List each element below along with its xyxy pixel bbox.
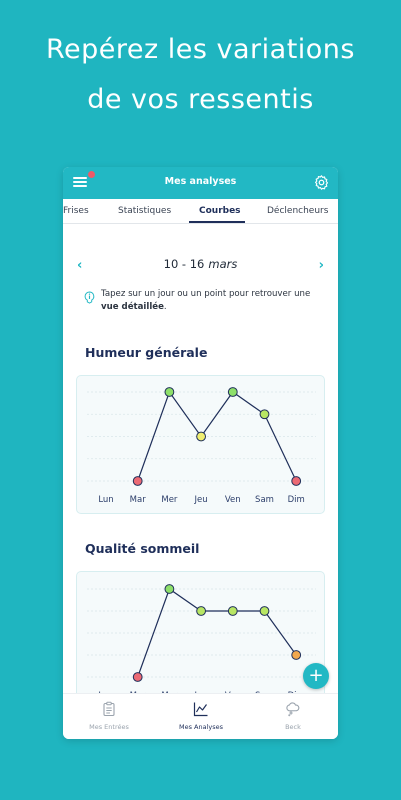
phone-screen xyxy=(63,167,338,739)
tab-bar xyxy=(63,199,338,224)
headline-line-1: Repérez les variations xyxy=(45,34,355,65)
x-tick-label[interactable]: Mer xyxy=(161,495,178,505)
tab-frises[interactable]: Frises xyxy=(63,206,89,216)
data-point-ven[interactable] xyxy=(228,388,237,397)
data-point-sam[interactable] xyxy=(260,410,269,419)
humeur-chart[interactable] xyxy=(77,376,325,514)
week-range-month: mars xyxy=(208,257,238,271)
chevron-right-icon[interactable]: › xyxy=(318,258,324,273)
thought-bubble-icon xyxy=(285,701,301,717)
week-range xyxy=(63,257,338,271)
info-hint-suffix: . xyxy=(163,301,167,312)
chart-line-icon xyxy=(193,701,209,717)
bottom-nav xyxy=(63,693,338,739)
chart-card-humeur[interactable] xyxy=(76,375,325,514)
data-point-dim[interactable] xyxy=(292,651,301,660)
nav-label: Mes Entrées xyxy=(89,723,129,731)
chart-title-sommeil: Qualité sommeil xyxy=(85,541,200,556)
data-point-mer[interactable] xyxy=(165,585,174,594)
data-point-mer[interactable] xyxy=(165,388,174,397)
nav-mes-entrees[interactable] xyxy=(63,694,155,739)
app-bar xyxy=(63,167,338,199)
data-point-sam[interactable] xyxy=(260,607,269,616)
x-tick-label[interactable]: Lun xyxy=(98,495,114,505)
x-tick-label[interactable]: Dim xyxy=(287,495,305,505)
week-range-days: 10 - 16 xyxy=(163,257,205,271)
nav-mes-analyses[interactable] xyxy=(155,694,247,739)
x-tick-label[interactable]: Mar xyxy=(129,495,146,505)
gear-icon[interactable] xyxy=(313,174,330,191)
tab-statistiques[interactable]: Statistiques xyxy=(118,206,172,216)
data-point-mar[interactable] xyxy=(133,673,142,682)
data-point-mar[interactable] xyxy=(133,477,142,486)
chart-title-humeur: Humeur générale xyxy=(85,345,208,360)
nav-label: Beck xyxy=(285,723,301,731)
info-hint-bold: vue détaillée xyxy=(101,301,164,312)
x-tick-label[interactable]: Jeu xyxy=(194,495,208,505)
data-point-jeu[interactable] xyxy=(197,607,206,616)
data-point-ven[interactable] xyxy=(228,607,237,616)
nav-label: Mes Analyses xyxy=(178,723,224,731)
headline-line-2: de vos ressentis xyxy=(87,84,314,115)
tab-declencheurs[interactable]: Déclencheurs xyxy=(267,206,329,216)
add-entry-button[interactable]: + xyxy=(303,663,329,689)
data-point-jeu[interactable] xyxy=(197,432,206,441)
active-tab-indicator xyxy=(189,221,245,223)
nav-beck[interactable] xyxy=(247,694,338,739)
x-tick-label[interactable]: Sam xyxy=(255,495,274,505)
clipboard-icon xyxy=(101,701,117,717)
info-hint xyxy=(101,288,323,313)
tab-courbes[interactable]: Courbes xyxy=(199,206,241,216)
info-icon xyxy=(83,291,96,304)
info-hint-text: Tapez sur un jour ou un point pour retrouver une xyxy=(101,289,311,299)
chevron-left-icon[interactable]: ‹ xyxy=(77,258,83,273)
data-point-dim[interactable] xyxy=(292,477,301,486)
page-title: Mes analyses xyxy=(164,176,237,187)
x-tick-label[interactable]: Ven xyxy=(224,495,241,505)
